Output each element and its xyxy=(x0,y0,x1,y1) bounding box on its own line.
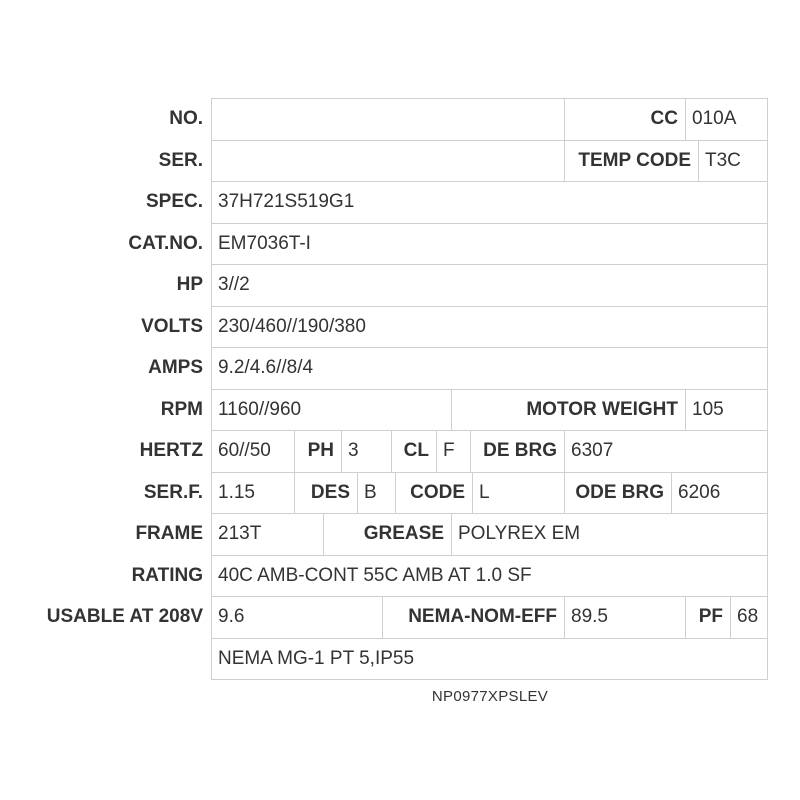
field-label: GREASE xyxy=(363,523,444,544)
field-value xyxy=(218,98,564,139)
field-value: L xyxy=(479,481,490,503)
field-value: NEMA MG-1 PT 5,IP55 xyxy=(218,647,415,669)
field-value: 1.15 xyxy=(218,481,255,503)
row-label-rpm: RPM xyxy=(160,398,203,420)
field-value: 3 xyxy=(348,440,359,461)
field-label: NEMA-NOM-EFF xyxy=(408,606,557,627)
field-label: TEMP CODE xyxy=(578,149,691,171)
row-label-usable-at-208v: USABLE AT 208V xyxy=(46,606,203,627)
row-label-spec: SPEC. xyxy=(145,191,203,212)
field-value: T3C xyxy=(705,149,741,171)
row-label-notes xyxy=(0,638,203,679)
field-value: 9.6 xyxy=(218,606,245,627)
field-value: B xyxy=(364,481,377,503)
row-label-hertz: HERTZ xyxy=(139,440,203,461)
row-label-no: NO. xyxy=(169,108,203,129)
field-value: 105 xyxy=(692,398,724,420)
field-value: 010A xyxy=(692,108,737,129)
field-label: MOTOR WEIGHT xyxy=(526,398,678,420)
field-value: 213T xyxy=(218,523,262,544)
nameplate-part-number: NP0977XPSLEV xyxy=(431,688,549,705)
field-label: PH xyxy=(307,440,334,461)
field-value: 6206 xyxy=(678,481,721,503)
row-label-amps: AMPS xyxy=(148,357,203,378)
row-label-volts: VOLTS xyxy=(141,315,203,337)
field-label: PF xyxy=(698,606,723,627)
field-label: CC xyxy=(650,108,678,129)
field-label: DE BRG xyxy=(483,440,557,461)
field-value xyxy=(218,140,564,181)
field-value: 89.5 xyxy=(571,606,608,627)
row-label-ser-f: SER.F. xyxy=(143,481,203,503)
field-value: 60//50 xyxy=(218,440,271,461)
field-value: 230/460//190/380 xyxy=(218,315,366,337)
field-value: 3//2 xyxy=(218,274,250,295)
field-value: 37H721S519G1 xyxy=(218,191,355,212)
field-value: 40C AMB-CONT 55C AMB AT 1.0 SF xyxy=(218,564,532,586)
field-label: CL xyxy=(403,440,429,461)
field-value: 68 xyxy=(737,606,759,627)
field-value: F xyxy=(443,440,455,461)
row-label-ser: SER. xyxy=(158,149,203,171)
field-value: POLYREX EM xyxy=(458,523,581,544)
field-value: EM7036T-I xyxy=(218,232,311,254)
row-label-frame: FRAME xyxy=(135,523,203,544)
field-value: 6307 xyxy=(571,440,614,461)
field-value: 9.2/4.6//8/4 xyxy=(218,357,314,378)
row-label-hp: HP xyxy=(176,274,203,295)
field-label: DES xyxy=(310,481,350,503)
row-label-rating: RATING xyxy=(131,564,203,586)
field-label: ODE BRG xyxy=(575,481,664,503)
field-label: CODE xyxy=(410,481,465,503)
field-value: 1160//960 xyxy=(218,398,302,420)
row-label-cat-no: CAT.NO. xyxy=(128,232,203,254)
